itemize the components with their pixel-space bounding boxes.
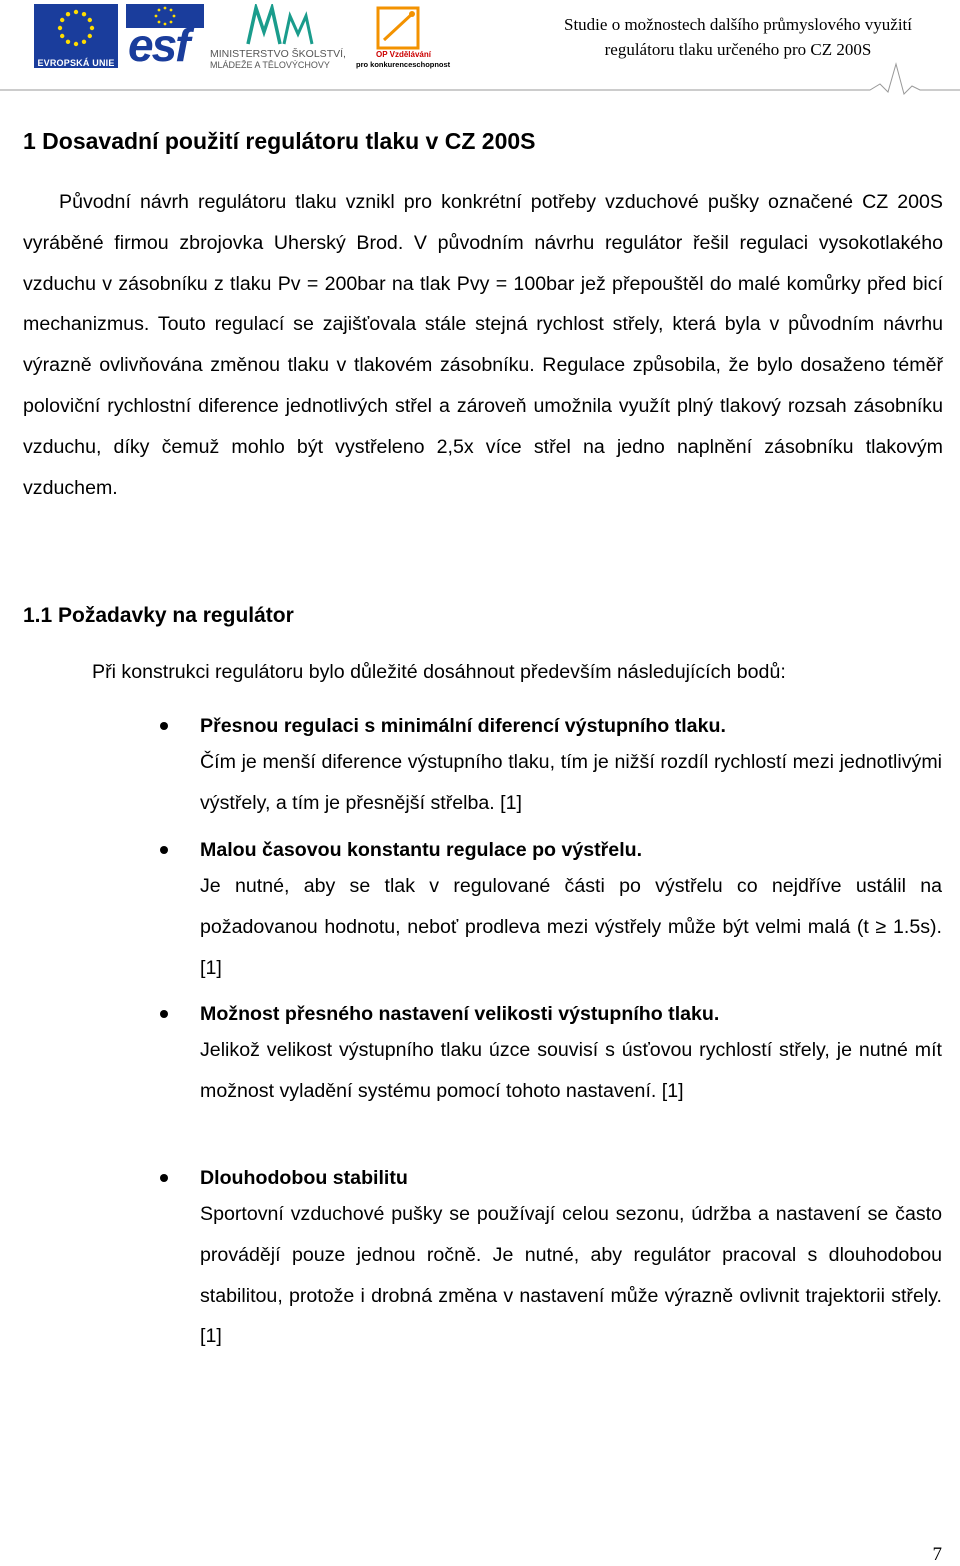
intro-paragraph: Původní návrh regulátoru tlaku vznikl pro konkrétní potřeby vzduchové pušky označené CZ 200S vyráběné firmou zbrojovka Uherský Brod. V původním návrhu regulátor řešil regulaci vysokotlakého vzduchu v zásobníku z tlaku Pv = 200bar na tlak Pvy = 100bar jež přepouštěl do malé komůrky před bicí mechanizmus. Touto regulací se zajišťovala stále stejná rychlost střely, která byla v původním návrhu výrazně ovlivňována změnou tlaku v tlakovém zásobníku. Regulace způsobila, že bylo dosaženo téměř poloviční rychlostní diference jednotlivých střel a zároveň umožnila využít plný tlakový rozsah zásobníku vzduchu, díky čemuž mohlo být vystřeleno 2,5x více střel na jedno naplnění zásobníku tlakovým vzduchem. [23, 191, 943, 499]
ecg-wave-divider [0, 56, 960, 96]
requirements-intro: Při konstrukci regulátoru bylo důležité dosáhnout především následujících bodů: [92, 661, 786, 683]
requirement-body: Je nutné, aby se tlak v regulované části po výstřelu co nejdříve ustálil na požadovanou hodnotu, neboť prodleva mezi výstřely může být velmi malá (t ≥ 1.5s). [1] [200, 875, 942, 979]
requirement-body: Čím je menší diference výstupního tlaku, tím je nižší rozdíl rychlostí mezi jednotlivými výstřely, a tím je přesnější střelba. [1] [200, 751, 942, 814]
page-number: 7 [932, 1544, 942, 1565]
section-heading-1: 1 Dosavadní použití regulátoru tlaku v CZ 200S [23, 128, 536, 154]
requirement-body: Jelikož velikost výstupního tlaku úzce souvisí s úsťovou rychlostí střely, je nutné mít možnost vyladění systému pomocí tohoto nastavení. [1] [200, 1039, 942, 1102]
op-caption-line1: OP Vzdělávání [376, 50, 431, 59]
requirement-title: Dlouhodobou stabilitu [200, 1167, 408, 1189]
requirement-title: Přesnou regulaci s minimální diferencí výstupního tlaku. [200, 715, 726, 737]
document-title-line2: regulátoru tlaku určeného pro CZ 200S [604, 40, 872, 59]
section-heading-1-1: 1.1 Požadavky na regulátor [23, 604, 294, 627]
op-vk-logo-icon [356, 4, 446, 50]
esf-logo-text: esf [128, 19, 189, 71]
document-title-line1: Studie o možnostech dalšího průmyslového využití [564, 15, 912, 34]
msmt-logo-icon [210, 4, 350, 48]
msmt-caption-line2: MLÁDEŽE A TĚLOVÝCHOVY [210, 60, 330, 70]
requirement-title: Možnost přesného nastavení velikosti výstupního tlaku. [200, 1003, 720, 1025]
msmt-caption-line1: MINISTERSTVO ŠKOLSTVÍ, [210, 48, 346, 60]
requirement-body: Sportovní vzduchové pušky se používají celou sezonu, údržba a nastavení se často provádějí pouze jednou ročně. Je nutné, aby regulátor pracoval s dlouhodobou stabilitou, protože i drobná změna v nastavení může výrazně ovlivnit trajektorii střely. [1] [200, 1203, 942, 1348]
document-title [564, 12, 912, 62]
bullet-icon [160, 846, 168, 854]
bullet-icon [160, 1010, 168, 1018]
requirement-title: Malou časovou konstantu regulace po výstřelu. [200, 839, 643, 861]
eu-flag-icon [34, 4, 118, 56]
eu-caption: EVROPSKÁ UNIE [37, 58, 115, 68]
page-header [0, 0, 960, 100]
op-caption-line2: pro konkurenceschopnost [356, 60, 451, 69]
bullet-icon [160, 1174, 168, 1182]
bullet-icon [160, 722, 168, 730]
